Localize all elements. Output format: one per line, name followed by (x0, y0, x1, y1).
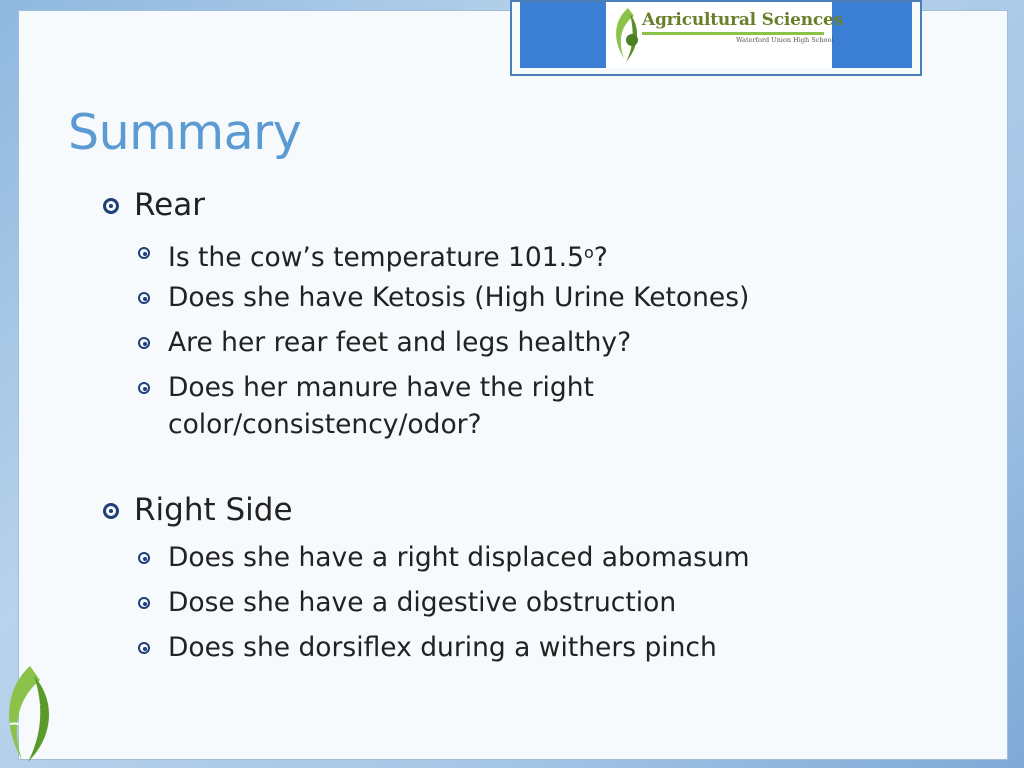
logo-title: Agricultural Sciences (642, 10, 844, 30)
section-heading-rear: Rear (134, 187, 205, 223)
section-heading-right-side: Right Side (134, 492, 293, 528)
logo-card (606, 2, 844, 68)
bullet-icon (138, 642, 150, 654)
bullet-icon (103, 198, 119, 214)
bullet-icon (138, 292, 150, 304)
slide-title: Summary (68, 104, 302, 161)
bullet-icon (138, 247, 150, 259)
list-item: Is the cow’s temperature 101.5$^o$? (168, 242, 608, 273)
header-logo (510, 0, 922, 76)
list-item: Dose she have a digestive obstruction (168, 587, 677, 618)
list-item: Does she dorsiflex during a withers pinch (168, 632, 717, 663)
logo-band (520, 2, 912, 68)
bullet-icon (138, 597, 150, 609)
leaf-icon (610, 6, 646, 64)
list-item: Does she have a right displaced abomasum (168, 542, 750, 573)
bullet-icon (138, 552, 150, 564)
list-item: Does her manure have the right (168, 372, 594, 403)
footer-leaf-icon (0, 664, 62, 764)
list-item-continuation: color/consistency/odor? (168, 409, 482, 440)
list-item: Are her rear feet and legs healthy? (168, 327, 632, 358)
bullet-icon (138, 337, 150, 349)
bullet-icon (103, 503, 119, 519)
list-item: Does she have Ketosis (High Urine Ketones) (168, 282, 750, 313)
logo-rule (642, 32, 824, 35)
logo-subtitle: Waterford Union High School (736, 36, 834, 44)
bullet-icon (138, 382, 150, 394)
